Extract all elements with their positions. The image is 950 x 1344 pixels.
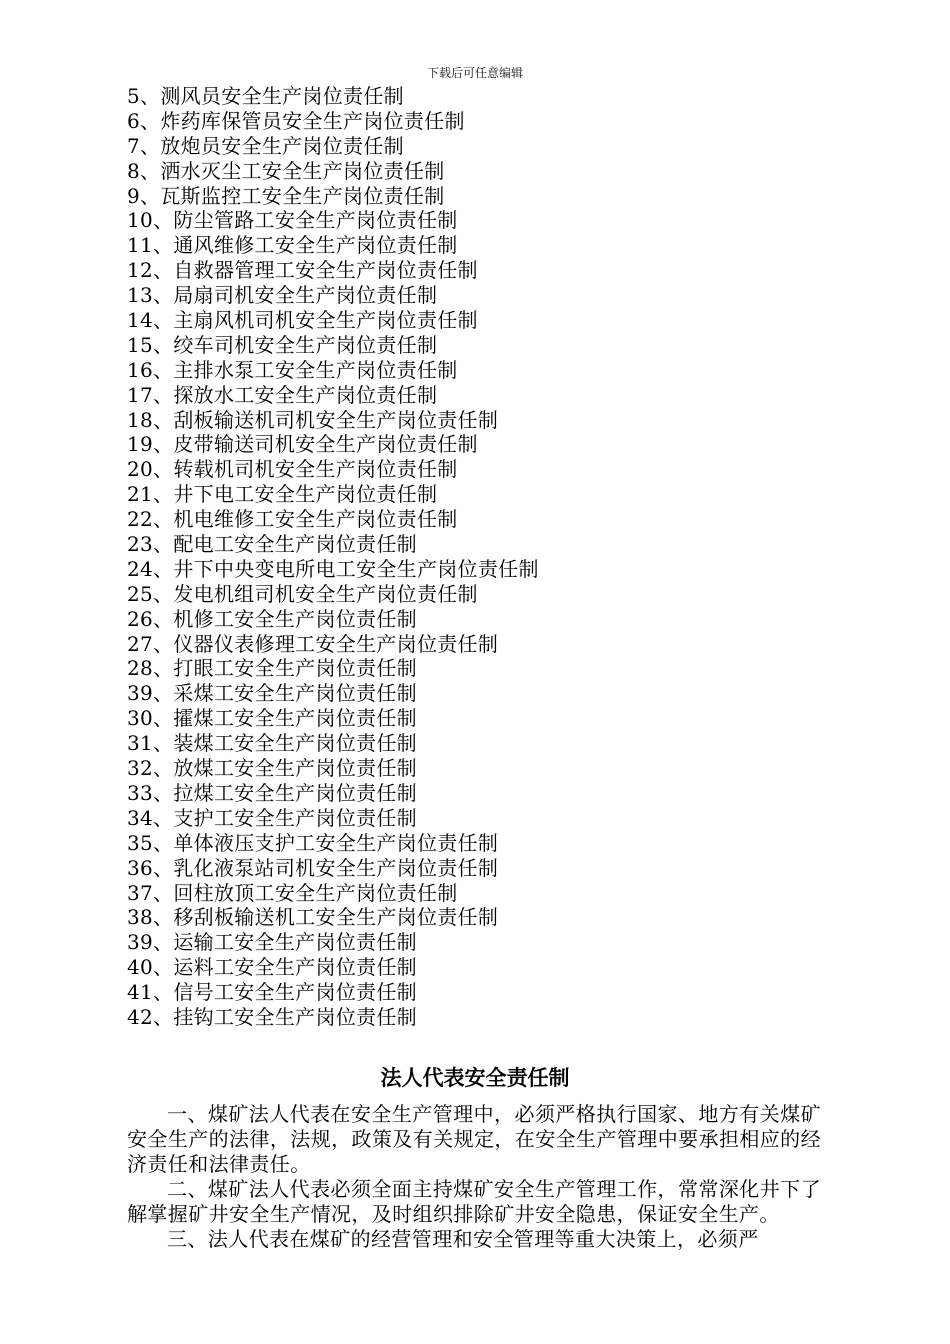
list-item: 35、单体液压支护工安全生产岗位责任制 <box>127 830 499 855</box>
list-item: 33、拉煤工安全生产岗位责任制 <box>127 780 417 805</box>
list-item: 32、放煤工安全生产岗位责任制 <box>127 756 417 781</box>
list-item: 25、发电机组司机安全生产岗位责任制 <box>127 581 478 606</box>
list-item: 6、炸药库保管员安全生产岗位责任制 <box>127 108 465 133</box>
list-item: 14、主扇风机司机安全生产岗位责任制 <box>127 308 478 333</box>
list-item: 22、机电维修工安全生产岗位责任制 <box>127 507 458 532</box>
list-item: 11、通风维修工安全生产岗位责任制 <box>127 233 458 258</box>
list-item: 16、主排水泵工安全生产岗位责任制 <box>127 357 458 382</box>
list-item: 21、井下电工安全生产岗位责任制 <box>127 482 438 507</box>
list-item: 23、配电工安全生产岗位责任制 <box>127 532 417 557</box>
list-item: 15、绞车司机安全生产岗位责任制 <box>127 332 438 357</box>
list-item: 24、井下中央变电所电工安全生产岗位责任制 <box>127 556 539 581</box>
list-item: 26、机修工安全生产岗位责任制 <box>127 606 417 631</box>
paragraph: 三、法人代表在煤矿的经营管理和安全管理等重大决策上，必须严 <box>167 1226 759 1251</box>
list-item: 28、打眼工安全生产岗位责任制 <box>127 656 417 681</box>
list-item: 39、采煤工安全生产岗位责任制 <box>127 681 417 706</box>
list-item: 18、刮板输送机司机安全生产岗位责任制 <box>127 407 499 432</box>
list-item: 17、探放水工安全生产岗位责任制 <box>127 382 438 407</box>
list-item: 30、攉煤工安全生产岗位责任制 <box>127 706 417 731</box>
paragraph: 二、煤矿法人代表必须全面主持煤矿安全生产管理工作，常常深化井下了解掌握矿井安全生产情况，及时组织排除矿井安全隐患，保证安全生产。 <box>127 1176 821 1226</box>
list-item: 37、回柱放顶工安全生产岗位责任制 <box>127 880 458 905</box>
list-item: 36、乳化液泵站司机安全生产岗位责任制 <box>127 855 499 880</box>
paragraph: 一、煤矿法人代表在安全生产管理中，必须严格执行国家、地方有关煤矿安全生产的法律，法规，政策及有关规定，在安全生产管理中要承担相应的经济责任和法律责任。 <box>127 1102 821 1176</box>
list-item: 20、转载机司机安全生产岗位责任制 <box>127 457 458 482</box>
list-item: 19、皮带输送司机安全生产岗位责任制 <box>127 432 478 457</box>
list-item: 41、信号工安全生产岗位责任制 <box>127 980 417 1005</box>
list-item: 39、运输工安全生产岗位责任制 <box>127 930 417 955</box>
list-item: 12、自救器管理工安全生产岗位责任制 <box>127 258 478 283</box>
list-item: 13、局扇司机安全生产岗位责任制 <box>127 283 438 308</box>
list-item: 34、支护工安全生产岗位责任制 <box>127 805 417 830</box>
page-header-note: 下载后可任意编辑 <box>426 66 523 80</box>
list-item: 42、挂钩工安全生产岗位责任制 <box>127 1004 417 1029</box>
list-item: 10、防尘管路工安全生产岗位责任制 <box>127 208 458 233</box>
list-item: 8、洒水灭尘工安全生产岗位责任制 <box>127 158 445 183</box>
section-body <box>127 1102 821 1251</box>
list-item: 5、测风员安全生产岗位责任制 <box>127 84 404 108</box>
list-item: 7、放炮员安全生产岗位责任制 <box>127 133 404 158</box>
list-item: 40、运料工安全生产岗位责任制 <box>127 955 417 980</box>
responsibility-list <box>127 84 539 1030</box>
section-title: 法人代表安全责任制 <box>380 1066 570 1090</box>
list-item: 31、装煤工安全生产岗位责任制 <box>127 731 417 756</box>
list-item: 27、仪器仪表修理工安全生产岗位责任制 <box>127 631 499 656</box>
list-item: 38、移刮板输送机工安全生产岗位责任制 <box>127 905 499 930</box>
list-item: 9、瓦斯监控工安全生产岗位责任制 <box>127 183 445 208</box>
